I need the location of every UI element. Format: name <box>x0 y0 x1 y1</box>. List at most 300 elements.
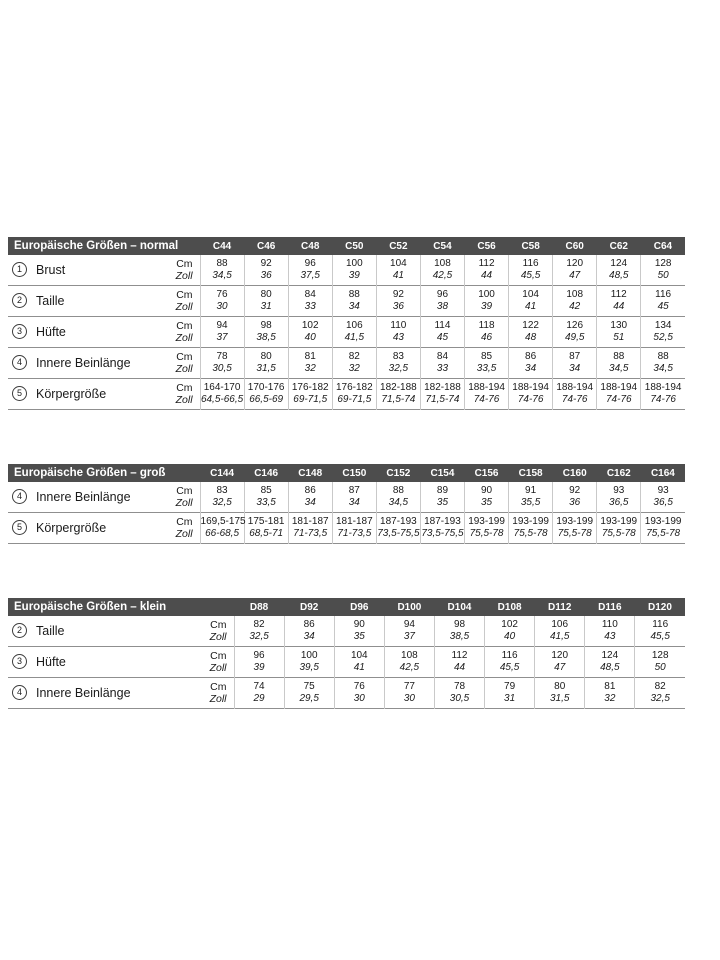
size-column-header: D104 <box>434 598 484 616</box>
measurement-label-cell <box>8 255 156 286</box>
measurement-row <box>8 647 685 678</box>
value-cm: 181-187 <box>291 516 329 527</box>
unit-label-zoll: Zoll <box>209 693 227 705</box>
measurement-value-cell <box>641 317 685 348</box>
value-zoll: 32,5 <box>650 693 670 704</box>
value-cm: 128 <box>651 650 669 661</box>
value-cm: 175-181 <box>247 516 285 527</box>
value-cm: 78 <box>216 351 228 362</box>
value-cm: 193-199 <box>644 516 682 527</box>
measurement-value-cell <box>597 317 641 348</box>
measurement-value-cell <box>288 513 332 544</box>
unit-label-zoll: Zoll <box>175 528 193 540</box>
value-zoll: 30 <box>216 301 228 312</box>
value-zoll: 74-76 <box>517 394 544 405</box>
value-cm: 170-176 <box>247 382 285 393</box>
value-cm: 81 <box>304 351 316 362</box>
measurement-value-cell <box>332 255 376 286</box>
measurement-value-cell <box>509 317 553 348</box>
measurement-value-cell <box>635 616 685 647</box>
row-number-badge: 5 <box>12 386 27 401</box>
measurement-value-cell <box>485 616 535 647</box>
measurement-value-cell <box>465 286 509 317</box>
value-cm: 75 <box>303 681 315 692</box>
size-column-header: D112 <box>535 598 585 616</box>
value-zoll: 36,5 <box>653 497 673 508</box>
measurement-value-cell <box>244 513 288 544</box>
measurement-label-cell <box>8 482 156 513</box>
size-column-header: C144 <box>200 464 244 482</box>
measurement-value-cell <box>509 513 553 544</box>
value-zoll: 48,5 <box>600 662 620 673</box>
measurement-value-cell <box>244 482 288 513</box>
size-column-header: D92 <box>284 598 334 616</box>
measurement-value-cell <box>597 482 641 513</box>
measurement-label: Körpergröße <box>36 520 107 535</box>
value-zoll: 35 <box>480 497 493 508</box>
value-zoll: 41 <box>525 301 537 312</box>
value-zoll: 71-73,5 <box>293 528 328 539</box>
measurement-value-cell <box>288 348 332 379</box>
value-cm: 122 <box>522 320 539 331</box>
unit-label-cm: Cm <box>176 382 193 394</box>
measurement-value-cell <box>420 482 464 513</box>
measurement-value-cell <box>509 482 553 513</box>
value-zoll: 34 <box>348 497 360 508</box>
value-cm: 100 <box>478 289 495 300</box>
unit-label-cell <box>186 647 234 678</box>
value-cm: 120 <box>566 258 584 269</box>
value-cm: 106 <box>551 619 569 630</box>
measurement-value-cell <box>332 348 376 379</box>
value-cm: 96 <box>436 289 449 300</box>
measurement-value-cell <box>597 379 641 410</box>
value-zoll: 44 <box>480 270 493 281</box>
measurement-value-cell <box>465 482 509 513</box>
measurement-value-cell <box>434 647 484 678</box>
measurement-value-cell <box>420 513 464 544</box>
measurement-value-cell <box>641 513 685 544</box>
value-cm: 96 <box>304 258 316 269</box>
measurement-label: Hüfte <box>36 654 66 669</box>
size-column-header: C62 <box>597 237 641 255</box>
value-cm: 182-188 <box>424 382 461 393</box>
unit-label-cell <box>186 678 234 709</box>
value-zoll: 36,5 <box>609 497 629 508</box>
measurement-value-cell <box>334 616 384 647</box>
measurement-value-cell <box>420 379 464 410</box>
measurement-value-cell <box>434 616 484 647</box>
value-cm: 128 <box>654 258 672 269</box>
size-column-header: C44 <box>200 237 244 255</box>
value-zoll: 71,5-74 <box>381 394 416 405</box>
value-cm: 181-187 <box>335 516 373 527</box>
unit-label-cell <box>186 616 234 647</box>
size-column-header: C154 <box>420 464 464 482</box>
measurement-value-cell <box>509 255 553 286</box>
measurement-row <box>8 255 685 286</box>
measurement-value-cell <box>288 286 332 317</box>
measurement-value-cell <box>234 616 284 647</box>
row-number-badge: 4 <box>12 355 27 370</box>
row-number-badge: 4 <box>12 489 27 504</box>
unit-label-cell <box>156 482 200 513</box>
measurement-value-cell <box>635 678 685 709</box>
value-zoll: 34,5 <box>212 270 232 281</box>
size-column-header: C164 <box>641 464 685 482</box>
measurement-value-cell <box>420 348 464 379</box>
value-cm: 108 <box>434 258 451 269</box>
value-cm: 86 <box>304 485 316 496</box>
unit-label-cell <box>156 379 200 410</box>
value-zoll: 35,5 <box>520 497 541 508</box>
measurement-row <box>8 286 685 317</box>
measurement-row <box>8 678 685 709</box>
measurement-label-cell <box>8 678 186 709</box>
value-cm: 92 <box>260 258 272 269</box>
value-cm: 88 <box>348 289 360 300</box>
value-zoll: 51 <box>613 332 625 343</box>
value-cm: 82 <box>348 351 360 362</box>
value-cm: 188-194 <box>512 382 549 393</box>
value-cm: 87 <box>569 351 581 362</box>
value-zoll: 45,5 <box>520 270 541 281</box>
value-zoll: 42,5 <box>432 270 453 281</box>
measurement-label-cell <box>8 647 186 678</box>
row-number-badge: 5 <box>12 520 27 535</box>
value-cm: 88 <box>392 485 404 496</box>
value-zoll: 71-73,5 <box>337 528 372 539</box>
measurement-value-cell <box>288 482 332 513</box>
value-cm: 110 <box>390 320 407 331</box>
size-chart-document <box>8 237 685 763</box>
value-cm: 78 <box>453 681 466 692</box>
measurement-value-cell <box>376 286 420 317</box>
value-cm: 188-194 <box>644 382 682 393</box>
table-header-row <box>8 598 685 616</box>
measurement-row <box>8 482 685 513</box>
value-cm: 90 <box>480 485 493 496</box>
size-column-header: C52 <box>376 237 420 255</box>
measurement-value-cell <box>376 348 420 379</box>
measurement-value-cell <box>334 678 384 709</box>
measurement-label: Hüfte <box>36 324 66 339</box>
measurement-value-cell <box>509 286 553 317</box>
value-cm: 112 <box>478 258 495 269</box>
value-cm: 80 <box>260 289 272 300</box>
value-cm: 79 <box>504 681 516 692</box>
value-zoll: 38 <box>436 301 449 312</box>
measurement-value-cell <box>332 379 376 410</box>
value-zoll: 74-76 <box>561 394 588 405</box>
value-zoll: 34 <box>348 301 360 312</box>
measurement-value-cell <box>553 348 597 379</box>
measurement-value-cell <box>465 317 509 348</box>
measurement-value-cell <box>597 513 641 544</box>
size-column-header: C64 <box>641 237 685 255</box>
measurement-value-cell <box>485 647 535 678</box>
value-zoll: 40 <box>304 332 316 343</box>
measurement-value-cell <box>434 678 484 709</box>
value-cm: 83 <box>216 485 228 496</box>
measurement-value-cell <box>200 255 244 286</box>
value-cm: 93 <box>613 485 625 496</box>
value-zoll: 34,5 <box>609 363 629 374</box>
measurement-row <box>8 616 685 647</box>
value-cm: 90 <box>353 619 365 630</box>
measurement-value-cell <box>553 286 597 317</box>
value-zoll: 66-68,5 <box>205 528 240 539</box>
measurement-value-cell <box>234 647 284 678</box>
measurement-value-cell <box>376 513 420 544</box>
measurement-label-cell <box>8 513 156 544</box>
size-column-header: C48 <box>288 237 332 255</box>
value-cm: 76 <box>353 681 365 692</box>
measurement-value-cell <box>384 647 434 678</box>
value-zoll: 73,5-75,5 <box>421 528 464 539</box>
value-cm: 84 <box>304 289 316 300</box>
value-cm: 80 <box>554 681 566 692</box>
unit-label-zoll: Zoll <box>175 332 193 344</box>
size-column-header: C46 <box>244 237 288 255</box>
value-cm: 77 <box>403 681 415 692</box>
value-cm: 100 <box>345 258 363 269</box>
measurement-value-cell <box>234 678 284 709</box>
measurement-value-cell <box>585 616 635 647</box>
value-cm: 85 <box>480 351 493 362</box>
value-zoll: 31,5 <box>256 363 276 374</box>
measurement-value-cell <box>641 286 685 317</box>
value-cm: 187-193 <box>380 516 417 527</box>
measurement-value-cell <box>420 317 464 348</box>
measurement-value-cell <box>420 255 464 286</box>
measurement-label: Innere Beinlänge <box>36 685 131 700</box>
value-cm: 104 <box>390 258 407 269</box>
size-column-header: C150 <box>332 464 376 482</box>
measurement-value-cell <box>465 513 509 544</box>
value-cm: 104 <box>522 289 539 300</box>
measurement-label-cell <box>8 286 156 317</box>
value-zoll: 34,5 <box>388 497 409 508</box>
value-cm: 193-199 <box>512 516 549 527</box>
value-cm: 94 <box>403 619 415 630</box>
value-zoll: 39 <box>253 662 265 673</box>
measurement-value-cell <box>376 255 420 286</box>
unit-label-zoll: Zoll <box>175 270 193 282</box>
measurement-value-cell <box>384 678 434 709</box>
unit-label-cm: Cm <box>176 258 193 270</box>
unit-label-cell <box>156 286 200 317</box>
measurement-label-cell <box>8 379 156 410</box>
measurement-value-cell <box>200 317 244 348</box>
value-zoll: 45,5 <box>499 662 520 673</box>
size-column-header: C50 <box>332 237 376 255</box>
value-zoll: 68,5-71 <box>249 528 284 539</box>
measurement-label: Innere Beinlänge <box>36 355 131 370</box>
value-zoll: 33 <box>304 301 316 312</box>
value-zoll: 74-76 <box>650 394 676 405</box>
value-cm: 112 <box>451 650 468 661</box>
value-cm: 124 <box>610 258 628 269</box>
value-cm: 169,5-175 <box>200 516 246 527</box>
value-zoll: 43 <box>604 631 616 642</box>
value-zoll: 33,5 <box>476 363 497 374</box>
measurement-value-cell <box>284 678 334 709</box>
value-cm: 83 <box>392 351 404 362</box>
size-column-header: C156 <box>465 464 509 482</box>
measurement-value-cell <box>244 286 288 317</box>
measurement-value-cell <box>244 255 288 286</box>
measurement-value-cell <box>284 647 334 678</box>
value-cm: 116 <box>655 289 672 300</box>
value-cm: 188-194 <box>556 382 594 393</box>
size-column-header: C158 <box>509 464 553 482</box>
value-zoll: 29 <box>253 693 265 704</box>
value-cm: 124 <box>601 650 619 661</box>
unit-label-cm: Cm <box>176 289 193 301</box>
value-zoll: 75,5-78 <box>601 528 636 539</box>
measurement-value-cell <box>641 255 685 286</box>
size-column-header: D108 <box>485 598 535 616</box>
unit-label-zoll: Zoll <box>175 394 193 406</box>
value-cm: 102 <box>501 619 518 630</box>
value-zoll: 34 <box>303 631 315 642</box>
value-zoll: 42 <box>569 301 581 312</box>
value-zoll: 30 <box>353 693 365 704</box>
measurement-value-cell <box>284 616 334 647</box>
row-number-badge: 3 <box>12 324 27 339</box>
value-cm: 187-193 <box>424 516 461 527</box>
measurement-row <box>8 379 685 410</box>
table-title: Europäische Größen – klein <box>8 598 234 616</box>
measurement-label: Brust <box>36 262 66 277</box>
value-cm: 100 <box>300 650 318 661</box>
value-cm: 98 <box>260 320 272 331</box>
unit-label-zoll: Zoll <box>175 497 193 509</box>
value-cm: 92 <box>392 289 404 300</box>
measurement-value-cell <box>200 513 244 544</box>
measurement-label: Körpergröße <box>36 386 107 401</box>
value-zoll: 44 <box>613 301 625 312</box>
value-zoll: 30,5 <box>449 693 470 704</box>
value-cm: 193-199 <box>600 516 638 527</box>
size-column-header: C56 <box>465 237 509 255</box>
size-table <box>8 464 685 544</box>
measurement-value-cell <box>332 513 376 544</box>
measurement-label: Taille <box>36 623 65 638</box>
value-cm: 116 <box>501 650 518 661</box>
measurement-value-cell <box>376 317 420 348</box>
measurement-value-cell <box>509 348 553 379</box>
table-title: Europäische Größen – groß <box>8 464 200 482</box>
measurement-value-cell <box>585 647 635 678</box>
value-zoll: 37 <box>403 631 415 642</box>
measurement-row <box>8 513 685 544</box>
value-zoll: 42,5 <box>399 662 420 673</box>
measurement-label-cell <box>8 317 156 348</box>
unit-label-zoll: Zoll <box>209 631 227 643</box>
unit-label-zoll: Zoll <box>175 301 193 313</box>
value-zoll: 41 <box>392 270 404 281</box>
value-cm: 108 <box>566 289 584 300</box>
measurement-value-cell <box>332 317 376 348</box>
size-column-header: C152 <box>376 464 420 482</box>
value-zoll: 41 <box>353 662 365 673</box>
value-cm: 86 <box>303 619 315 630</box>
table-title: Europäische Größen – normal <box>8 237 200 255</box>
value-cm: 116 <box>522 258 539 269</box>
value-cm: 85 <box>260 485 272 496</box>
value-zoll: 38,5 <box>256 332 276 343</box>
row-number-badge: 2 <box>12 623 27 638</box>
value-zoll: 35 <box>436 497 449 508</box>
value-zoll: 36 <box>392 301 404 312</box>
row-number-badge: 2 <box>12 293 27 308</box>
value-zoll: 37,5 <box>300 270 320 281</box>
measurement-value-cell <box>509 379 553 410</box>
value-cm: 91 <box>525 485 537 496</box>
measurement-label-cell <box>8 616 186 647</box>
row-number-badge: 3 <box>12 654 27 669</box>
value-cm: 126 <box>566 320 584 331</box>
size-column-header: C54 <box>420 237 464 255</box>
value-zoll: 64,5-66,5 <box>200 394 244 405</box>
value-zoll: 39 <box>480 301 493 312</box>
measurement-value-cell <box>200 482 244 513</box>
value-zoll: 50 <box>654 662 666 673</box>
measurement-value-cell <box>384 616 434 647</box>
measurement-value-cell <box>288 317 332 348</box>
value-zoll: 45,5 <box>650 631 670 642</box>
value-cm: 82 <box>654 681 666 692</box>
unit-label-cm: Cm <box>210 650 227 662</box>
value-zoll: 50 <box>657 270 669 281</box>
measurement-value-cell <box>535 647 585 678</box>
measurement-value-cell <box>288 379 332 410</box>
value-zoll: 30 <box>403 693 415 704</box>
measurement-value-cell <box>465 379 509 410</box>
value-zoll: 34,5 <box>653 363 673 374</box>
unit-label-zoll: Zoll <box>175 363 193 375</box>
value-cm: 87 <box>348 485 360 496</box>
size-column-header: C60 <box>553 237 597 255</box>
value-cm: 120 <box>551 650 569 661</box>
measurement-value-cell <box>597 348 641 379</box>
measurement-value-cell <box>332 286 376 317</box>
value-cm: 134 <box>654 320 672 331</box>
value-cm: 108 <box>401 650 418 661</box>
measurement-value-cell <box>597 255 641 286</box>
value-cm: 82 <box>253 619 265 630</box>
value-zoll: 33 <box>436 363 449 374</box>
value-cm: 96 <box>253 650 265 661</box>
value-zoll: 29,5 <box>299 693 319 704</box>
measurement-value-cell <box>585 678 635 709</box>
value-cm: 182-188 <box>380 382 417 393</box>
value-zoll: 31 <box>504 693 516 704</box>
measurement-value-cell <box>485 678 535 709</box>
measurement-value-cell <box>635 647 685 678</box>
row-number-badge: 4 <box>12 685 27 700</box>
measurement-value-cell <box>244 379 288 410</box>
measurement-value-cell <box>334 647 384 678</box>
value-cm: 106 <box>345 320 363 331</box>
value-zoll: 39 <box>348 270 360 281</box>
value-zoll: 31 <box>260 301 272 312</box>
measurement-value-cell <box>597 286 641 317</box>
value-zoll: 41,5 <box>344 332 365 343</box>
unit-label-cell <box>156 317 200 348</box>
